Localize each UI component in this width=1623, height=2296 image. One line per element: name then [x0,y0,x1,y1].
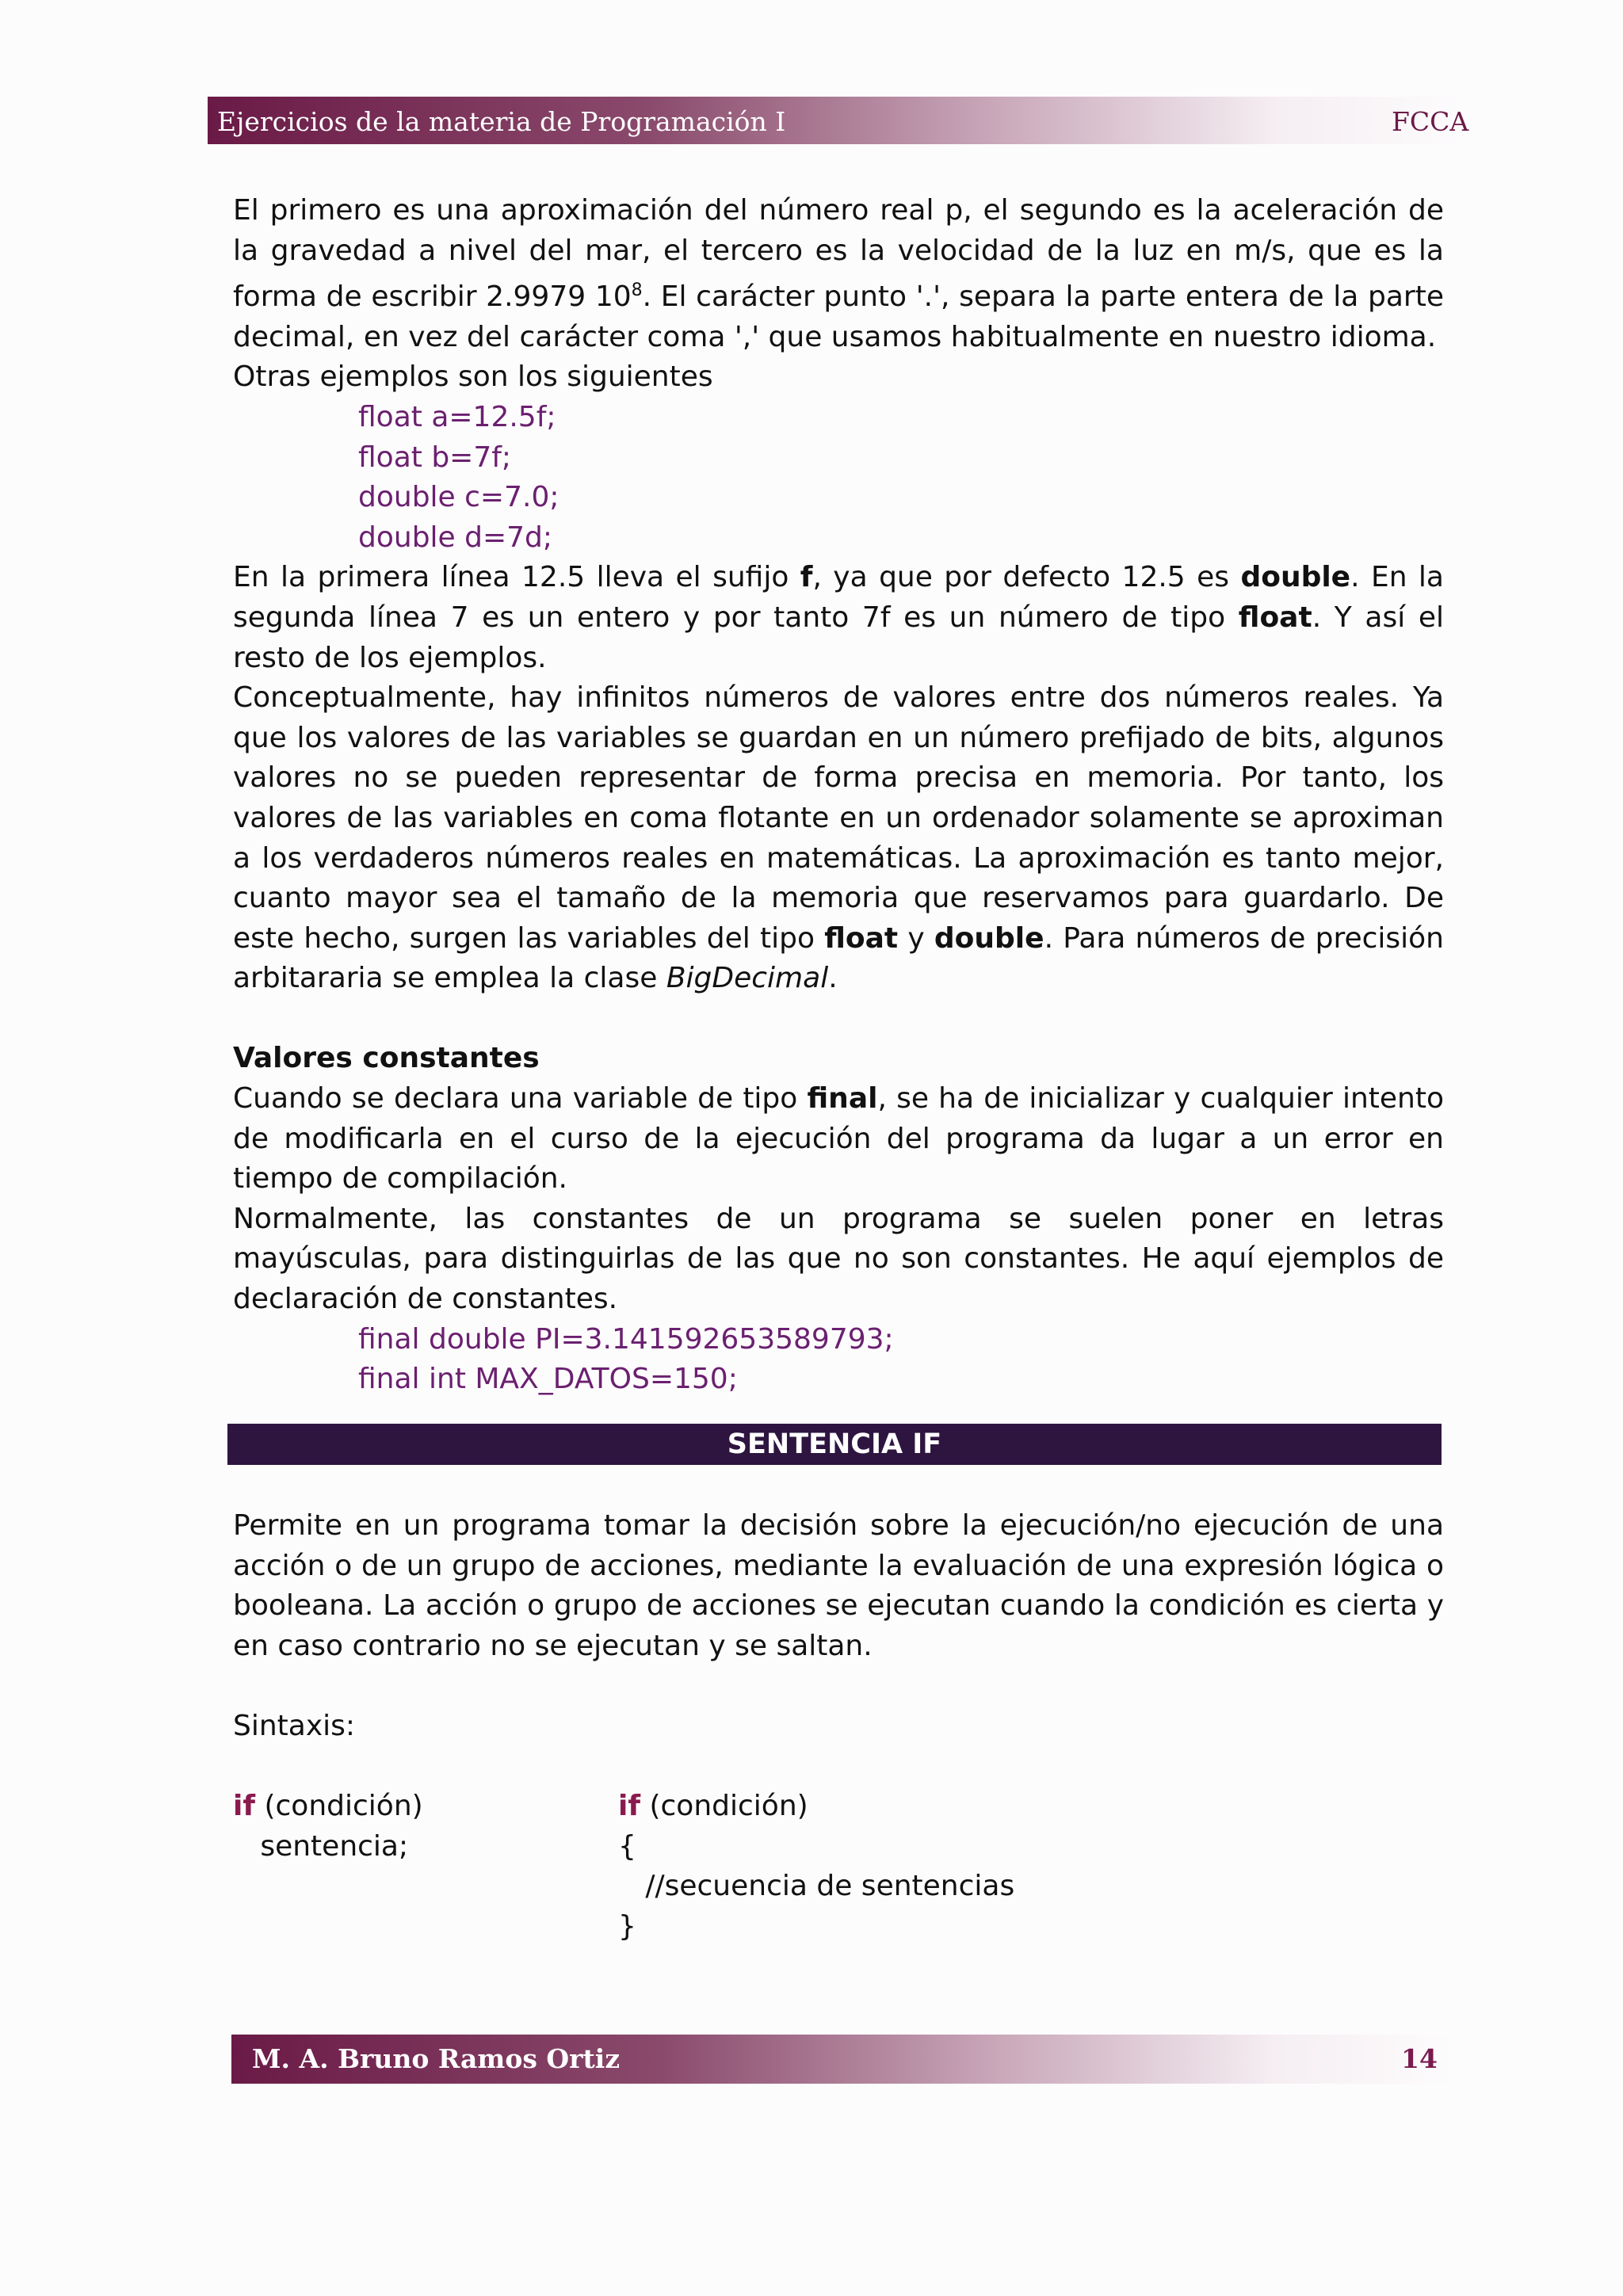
code-line: final int MAX_DATOS=150; [358,1363,738,1396]
brace-close: } [618,1909,636,1943]
main-text [233,191,1444,1400]
paragraph: Normalmente, las constantes de un programa se suelen poner en letras mayúsculas, para distinguirlas de las que no son constantes. He aquí ejemplos de declaración de constantes. [233,1202,1444,1316]
code-line: double c=7.0; [358,481,559,514]
header-title: Ejercicios de la materia de Programación I [217,106,786,137]
syntax-block: if (condición) { //secuencia de sentencias } [618,1787,1014,1947]
code-line: float b=7f; [358,441,512,474]
brace-open: { [618,1829,636,1863]
code-line: final double PI=3.141592653589793; [358,1322,894,1356]
syntax-statement: sentencia; [233,1829,409,1863]
subheading: Valores constantes [233,1042,540,1075]
syntax-label: Sintaxis: [233,1709,356,1742]
paragraph: Otras ejemplos son los siguientes [233,360,713,394]
code-line: double d=7d; [358,521,553,554]
section-title-bar: SENTENCIA IF [227,1424,1442,1465]
footer-author: M. A. Bruno Ramos Ortiz [252,2043,621,2074]
paragraph: Cuando se declara una variable de tipo final, se ha de inicializar y cualquier intento de modificarla en el curso de la ejecución del programa da lugar a un error en tiempo de compilación. [233,1082,1444,1196]
paragraph: Conceptualmente, hay infinitos números de valores entre dos números reales. Ya que los valores de las variables se guardan en un número prefijado de bits, algunos valores no se pueden representar de forma precisa en memoria. Por tanto, los valores de las variables en coma flotante en un ordenador solamente se aproximan a los verdaderos números reales en matemáticas. La aproximación es tanto mejor, cuanto mayor sea el tamaño de la memoria que reservamos para guardarlo. De este hecho, surgen las variables del tipo float y double. Para números de precisión arbitararia se emplea la clase BigDecimal. [233,681,1444,995]
syntax-simple: if (condición) sentencia; [233,1787,423,1867]
header-right-label: FCCA [1392,106,1469,137]
keyword-if: if [618,1790,641,1822]
paragraph: En la primera línea 12.5 lleva el sufijo f, ya que por defecto 12.5 es double. En la segunda línea 7 es un entero y por tanto 7f es un número de tipo float. Y así el resto de los ejemplos. [233,561,1445,674]
syntax-body: //secuencia de sentencias [618,1870,1015,1903]
keyword-if: if [233,1790,256,1822]
section-text [233,1506,1444,1747]
paragraph: Permite en un programa tomar la decisión sobre la ejecución/no ejecución de una acción o de un grupo de acciones, mediante la evaluación de una expresión lógica o booleana. La acción o grupo de acciones se ejecutan cuando la condición es cierta y en caso contrario no se ejecutan y se saltan. [233,1509,1444,1662]
page-number: 14 [1401,2043,1438,2074]
paragraph: El primero es una aproximación del número real p, el segundo es la aceleración de la gravedad a nivel del mar, el tercero es la velocidad de la luz en m/s, que es la forma de escribir 2.9979 $10^8$. El carácter punto '.', separa la parte entera de la parte decimal, en vez del carácter coma ',' que usamos habitualmente en nuestro idioma. [233,194,1444,353]
code-line: float a=12.5f; [358,400,556,433]
